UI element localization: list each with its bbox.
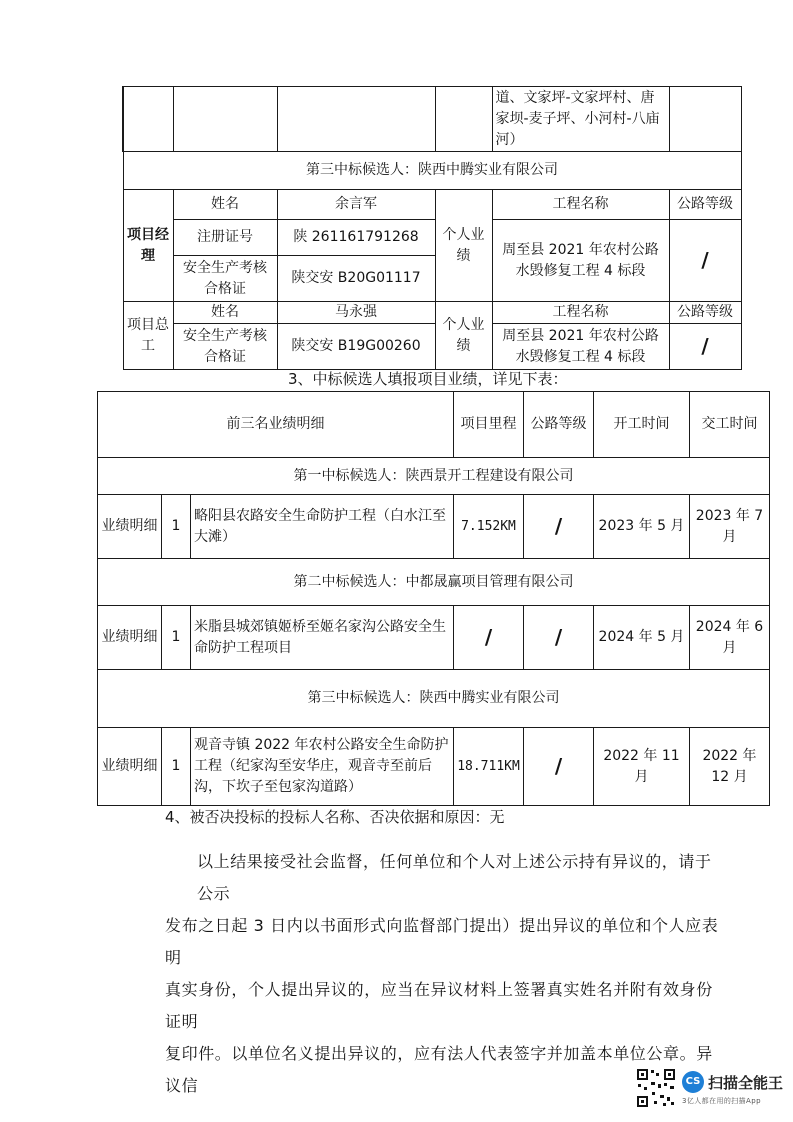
qr-code-icon — [636, 1068, 676, 1108]
candidate-1-header: 第一中标候选人：陕西景开工程建设有限公司 — [98, 458, 770, 495]
row-index: 1 — [162, 728, 191, 806]
chief-name: 马永强 — [277, 302, 435, 324]
pm-road-grade: / — [669, 220, 741, 302]
road-grade: / — [524, 606, 594, 670]
end-header: 交工时间 — [690, 392, 770, 458]
start-header: 开工时间 — [594, 392, 690, 458]
personnel-table — [122, 86, 742, 370]
project-name: 米脂县城郊镇姬桥至姬名家沟公路安全生命防护工程项目 — [191, 606, 454, 670]
name-label: 姓名 — [173, 302, 277, 324]
empty-cell — [123, 87, 173, 152]
pm-label: 项目经理 — [123, 190, 173, 302]
paragraph-line: 以上结果接受社会监督，任何单位和个人对上述公示持有异议的，请于公示 — [197, 852, 712, 903]
section-3-title: 3、中标候选人填报项目业绩，详见下表： — [288, 370, 568, 388]
chief-engineer-label: 项目总工 — [123, 302, 173, 370]
end-date: 2024 年 6 月 — [690, 606, 770, 670]
mileage-header: 项目里程 — [454, 392, 524, 458]
project-name-label: 工程名称 — [492, 302, 669, 324]
objection-paragraph — [165, 846, 725, 1102]
empty-cell — [173, 87, 277, 152]
pm-safety-cert: 陕交安 B20G01117 — [277, 256, 435, 302]
chief-road-grade: / — [669, 324, 741, 370]
detail-header: 前三名业绩明细 — [98, 392, 454, 458]
road-grade: / — [524, 728, 594, 806]
chief-performance-label: 个人业绩 — [435, 302, 492, 370]
continued-route-text: 道、文家坪-文家坪村、唐家坝-麦子坪、小河村-八庙河） — [492, 87, 669, 152]
safety-cert-label: 安全生产考核合格证 — [173, 324, 277, 370]
row-index: 1 — [162, 495, 191, 559]
chief-safety-cert: 陕交安 B19G00260 — [277, 324, 435, 370]
road-grade-label: 公路等级 — [669, 190, 741, 220]
candidate-3-header: 第三中标候选人：陕西中腾实业有限公司 — [98, 670, 770, 728]
project-name-label: 工程名称 — [492, 190, 669, 220]
safety-cert-label: 安全生产考核合格证 — [173, 256, 277, 302]
end-date: 2022 年 12 月 — [690, 728, 770, 806]
project-mileage: 7.152KM — [454, 495, 524, 559]
start-date: 2024 年 5 月 — [594, 606, 690, 670]
pm-name: 余言军 — [277, 190, 435, 220]
grade-header: 公路等级 — [524, 392, 594, 458]
scanner-subtitle: 3亿人都在用的扫描App — [682, 1097, 761, 1105]
third-candidate-header: 第三中标候选人：陕西中腾实业有限公司 — [123, 152, 741, 190]
pm-project-name: 周至县 2021 年农村公路水毁修复工程 4 标段 — [492, 220, 669, 302]
row-label: 业绩明细 — [98, 495, 162, 559]
start-date: 2023 年 5 月 — [594, 495, 690, 559]
section-4-text: 4、被否决投标的投标人名称、否决依据和原因：无 — [165, 808, 505, 826]
camscanner-logo-icon: CS — [682, 1071, 704, 1093]
road-grade: / — [524, 495, 594, 559]
project-mileage: / — [454, 606, 524, 670]
name-label: 姓名 — [173, 190, 277, 220]
project-mileage: 18.711KM — [454, 728, 524, 806]
performance-table — [97, 391, 770, 806]
pm-performance-label: 个人业绩 — [435, 190, 492, 302]
row-label: 业绩明细 — [98, 606, 162, 670]
end-date: 2023 年 7 月 — [690, 495, 770, 559]
pm-reg-number: 陕 261161791268 — [277, 220, 435, 256]
paragraph-line: 真实身份，个人提出异议的，应当在异议材料上签署真实姓名并附有效身份证明 — [165, 980, 713, 1031]
empty-cell — [669, 87, 741, 152]
paragraph-line: 复印件。以单位名义提出异议的，应有法人代表签字并加盖本单位公章。异议信 — [165, 1044, 713, 1095]
road-grade-label: 公路等级 — [669, 302, 741, 324]
project-name: 观音寺镇 2022 年农村公路安全生命防护工程（纪家沟至安华庄，观音寺至前后沟，下坎子至包家沟道路） — [191, 728, 454, 806]
reg-label: 注册证号 — [173, 220, 277, 256]
empty-cell — [435, 87, 492, 152]
row-index: 1 — [162, 606, 191, 670]
paragraph-line: 发布之日起 3 日内以书面形式向监督部门提出）提出异议的单位和个人应表明 — [165, 916, 719, 967]
empty-cell — [277, 87, 435, 152]
chief-project-name: 周至县 2021 年农村公路水毁修复工程 4 标段 — [492, 324, 669, 370]
project-name: 略阳县农路安全生命防护工程（白水江至大滩） — [191, 495, 454, 559]
scanner-title: 扫描全能王 — [708, 1074, 784, 1092]
start-date: 2022 年 11 月 — [594, 728, 690, 806]
candidate-2-header: 第二中标候选人：中都晟赢项目管理有限公司 — [98, 559, 770, 606]
row-label: 业绩明细 — [98, 728, 162, 806]
